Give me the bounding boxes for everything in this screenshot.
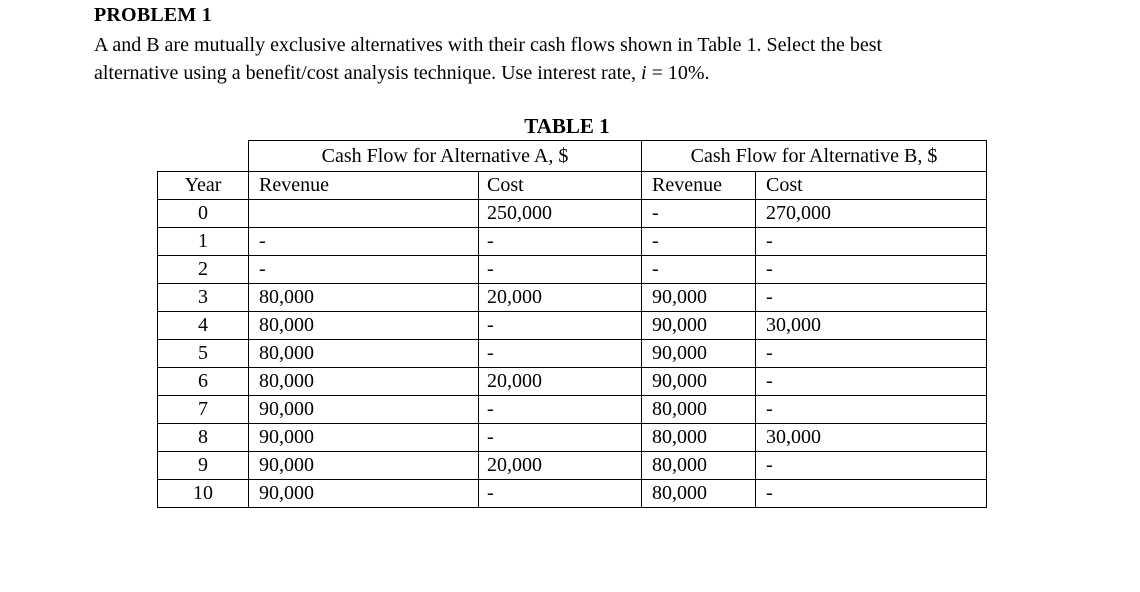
column-header-cost-a: Cost xyxy=(479,172,642,200)
table-row xyxy=(158,256,987,284)
revenue-b-cell: 90,000 xyxy=(642,312,756,340)
cost-a-cell: 250,000 xyxy=(479,200,642,228)
cost-b-cell: - xyxy=(756,452,987,480)
revenue-b-cell: - xyxy=(642,200,756,228)
table-row xyxy=(158,424,987,452)
revenue-b-cell: - xyxy=(642,228,756,256)
year-cell: 1 xyxy=(158,228,249,256)
cost-b-cell: - xyxy=(756,228,987,256)
problem-line-2 xyxy=(94,59,1094,87)
problem-line-1: A and B are mutually exclusive alternatives with their cash flows shown in Table 1. Select the best xyxy=(94,34,883,56)
revenue-b-cell: 90,000 xyxy=(642,340,756,368)
table-group-header-row xyxy=(158,141,987,172)
revenue-b-cell: 80,000 xyxy=(642,480,756,508)
revenue-b-cell: 90,000 xyxy=(642,368,756,396)
revenue-a-cell: - xyxy=(249,256,479,284)
table-caption-text: TABLE 1 xyxy=(524,114,610,138)
table-row xyxy=(158,368,987,396)
table-row xyxy=(158,312,987,340)
interest-rate-variable: i xyxy=(641,62,647,84)
column-header-revenue-b: Revenue xyxy=(642,172,756,200)
year-cell: 10 xyxy=(158,480,249,508)
revenue-a-cell: 90,000 xyxy=(249,452,479,480)
cost-b-cell: - xyxy=(756,284,987,312)
revenue-b-cell: 90,000 xyxy=(642,284,756,312)
column-header-cost-b: Cost xyxy=(756,172,987,200)
cost-a-cell: - xyxy=(479,424,642,452)
revenue-a-cell: 90,000 xyxy=(249,480,479,508)
column-header-year: Year xyxy=(158,172,249,200)
cost-a-cell: 20,000 xyxy=(479,284,642,312)
table-row xyxy=(158,284,987,312)
cost-b-cell: 30,000 xyxy=(756,424,987,452)
cost-b-cell: - xyxy=(756,368,987,396)
cash-flow-table xyxy=(157,140,987,508)
year-cell: 8 xyxy=(158,424,249,452)
column-header-revenue-a: Revenue xyxy=(249,172,479,200)
year-cell: 2 xyxy=(158,256,249,284)
revenue-a-cell: 80,000 xyxy=(249,368,479,396)
cost-b-cell: 270,000 xyxy=(756,200,987,228)
cost-a-cell: - xyxy=(479,396,642,424)
revenue-b-cell: 80,000 xyxy=(642,452,756,480)
table-row xyxy=(158,228,987,256)
cost-a-cell: - xyxy=(479,256,642,284)
cost-b-cell: - xyxy=(756,340,987,368)
cost-a-cell: - xyxy=(479,480,642,508)
table-row xyxy=(158,396,987,424)
problem-line-2-suffix: = 10%. xyxy=(646,62,710,84)
year-cell: 0 xyxy=(158,200,249,228)
revenue-b-cell: - xyxy=(642,256,756,284)
cost-b-cell: - xyxy=(756,256,987,284)
group-header-alternative-b: Cash Flow for Alternative B, $ xyxy=(642,141,987,172)
problem-statement xyxy=(94,31,1094,87)
cost-b-cell: - xyxy=(756,396,987,424)
year-cell: 4 xyxy=(158,312,249,340)
table-row xyxy=(158,452,987,480)
cost-b-cell: - xyxy=(756,480,987,508)
cost-a-cell: - xyxy=(479,312,642,340)
table-row xyxy=(158,200,987,228)
revenue-a-cell xyxy=(249,200,479,228)
header-corner-cell xyxy=(158,141,249,172)
revenue-a-cell: - xyxy=(249,228,479,256)
table-column-header-row xyxy=(158,172,987,200)
table-caption xyxy=(0,114,1140,139)
year-cell: 9 xyxy=(158,452,249,480)
year-cell: 7 xyxy=(158,396,249,424)
revenue-a-cell: 80,000 xyxy=(249,312,479,340)
revenue-a-cell: 80,000 xyxy=(249,340,479,368)
cost-a-cell: 20,000 xyxy=(479,368,642,396)
group-header-alternative-a: Cash Flow for Alternative A, $ xyxy=(249,141,642,172)
revenue-a-cell: 80,000 xyxy=(249,284,479,312)
year-cell: 6 xyxy=(158,368,249,396)
revenue-b-cell: 80,000 xyxy=(642,424,756,452)
revenue-a-cell: 90,000 xyxy=(249,396,479,424)
problem-title: PROBLEM 1 xyxy=(94,4,212,26)
year-cell: 5 xyxy=(158,340,249,368)
cost-a-cell: - xyxy=(479,340,642,368)
problem-line-2-prefix: alternative using a benefit/cost analysis technique. Use interest rate, xyxy=(94,62,642,84)
year-cell: 3 xyxy=(158,284,249,312)
cost-b-cell: 30,000 xyxy=(756,312,987,340)
cost-a-cell: 20,000 xyxy=(479,452,642,480)
revenue-b-cell: 80,000 xyxy=(642,396,756,424)
table-row xyxy=(158,480,987,508)
revenue-a-cell: 90,000 xyxy=(249,424,479,452)
table-row xyxy=(158,340,987,368)
cost-a-cell: - xyxy=(479,228,642,256)
